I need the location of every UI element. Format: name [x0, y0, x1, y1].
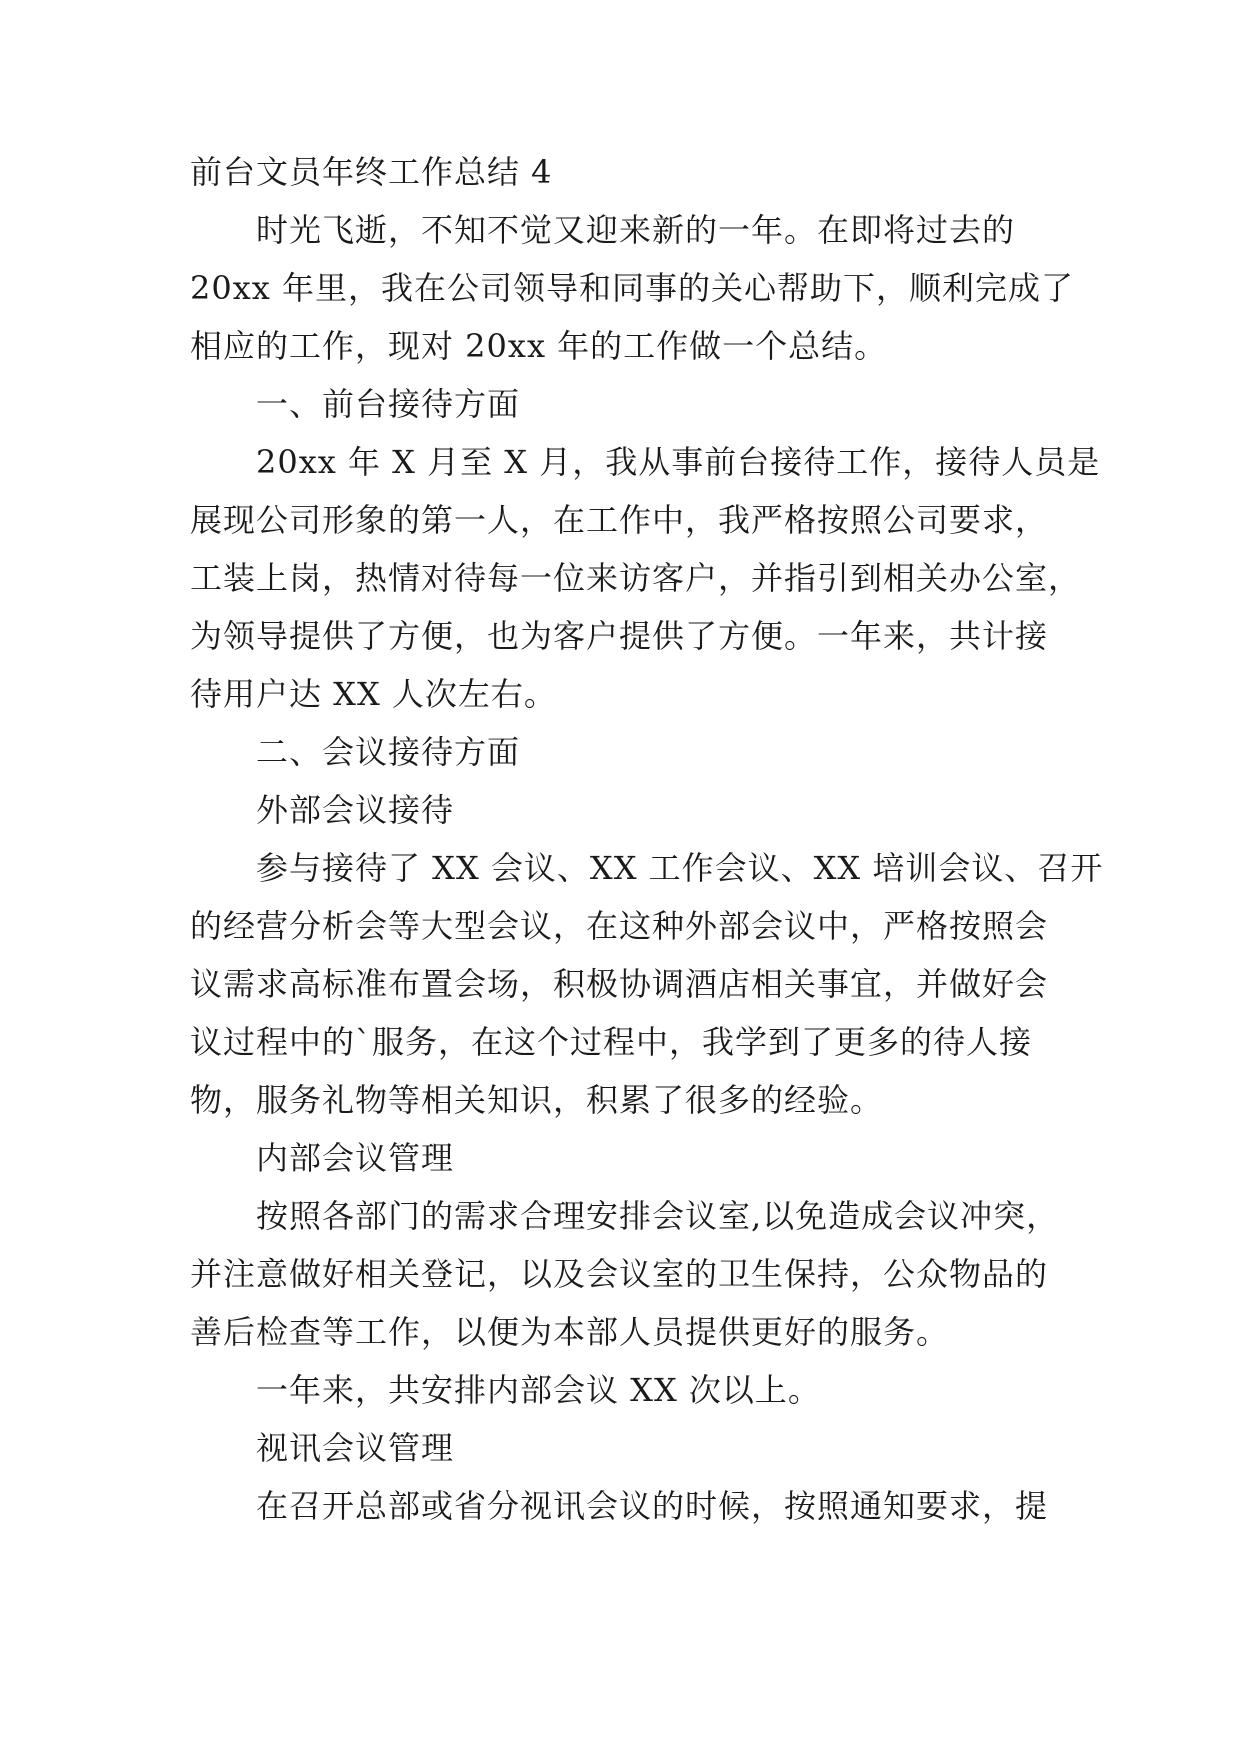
paragraph-line: 一年来，共安排内部会议 XX 次以上。: [256, 1371, 821, 1409]
section-heading: 二、会议接待方面: [256, 733, 521, 771]
subsection-heading: 外部会议接待: [256, 791, 455, 829]
paragraph-line: 参与接待了 XX 会议、XX 工作会议、XX 培训会议、召开: [256, 849, 1104, 887]
paragraph-line: 为领导提供了方便，也为客户提供了方便。一年来，共计接: [190, 617, 1049, 655]
paragraph-line: 议需求高标准布置会场，积极协调酒店相关事宜，并做好会: [190, 965, 1049, 1003]
paragraph-line: 善后检查等工作，以便为本部人员提供更好的服务。: [190, 1313, 950, 1351]
paragraph-line: 并注意做好相关登记，以及会议室的卫生保持，公众物品的: [190, 1255, 1049, 1293]
paragraph-line: 时光飞逝，不知不觉又迎来新的一年。在即将过去的: [256, 211, 1016, 249]
paragraph-line: 的经营分析会等大型会议，在这种外部会议中，严格按照会: [190, 907, 1049, 945]
section-heading: 一、前台接待方面: [256, 385, 521, 423]
paragraph-line: 按照各部门的需求合理安排会议室,以免造成会议冲突，: [256, 1197, 1060, 1235]
paragraph-line: 相应的工作，现对 20xx 年的工作做一个总结。: [190, 327, 888, 365]
paragraph-line: 物，服务礼物等相关知识，积累了很多的经验。: [190, 1081, 884, 1119]
document-title: 前台文员年终工作总结 4: [190, 153, 553, 191]
subsection-heading: 视讯会议管理: [256, 1429, 455, 1467]
paragraph-line: 待用户达 XX 人次左右。: [190, 675, 557, 713]
paragraph-line: 展现公司形象的第一人，在工作中，我严格按照公司要求，: [190, 501, 1049, 539]
paragraph-line: 工装上岗，热情对待每一位来访客户，并指引到相关办公室，: [190, 559, 1082, 597]
subsection-heading: 内部会议管理: [256, 1139, 455, 1177]
paragraph-line: 20xx 年里，我在公司领导和同事的关心帮助下，顺利完成了: [190, 269, 1074, 307]
paragraph-line: 在召开总部或省分视讯会议的时候，按照通知要求，提: [256, 1487, 1049, 1525]
paragraph-line: 20xx 年 X 月至 X 月，我从事前台接待工作，接待人员是: [256, 443, 1101, 481]
paragraph-line: 议过程中的`服务，在这个过程中，我学到了更多的待人接: [190, 1023, 1033, 1061]
